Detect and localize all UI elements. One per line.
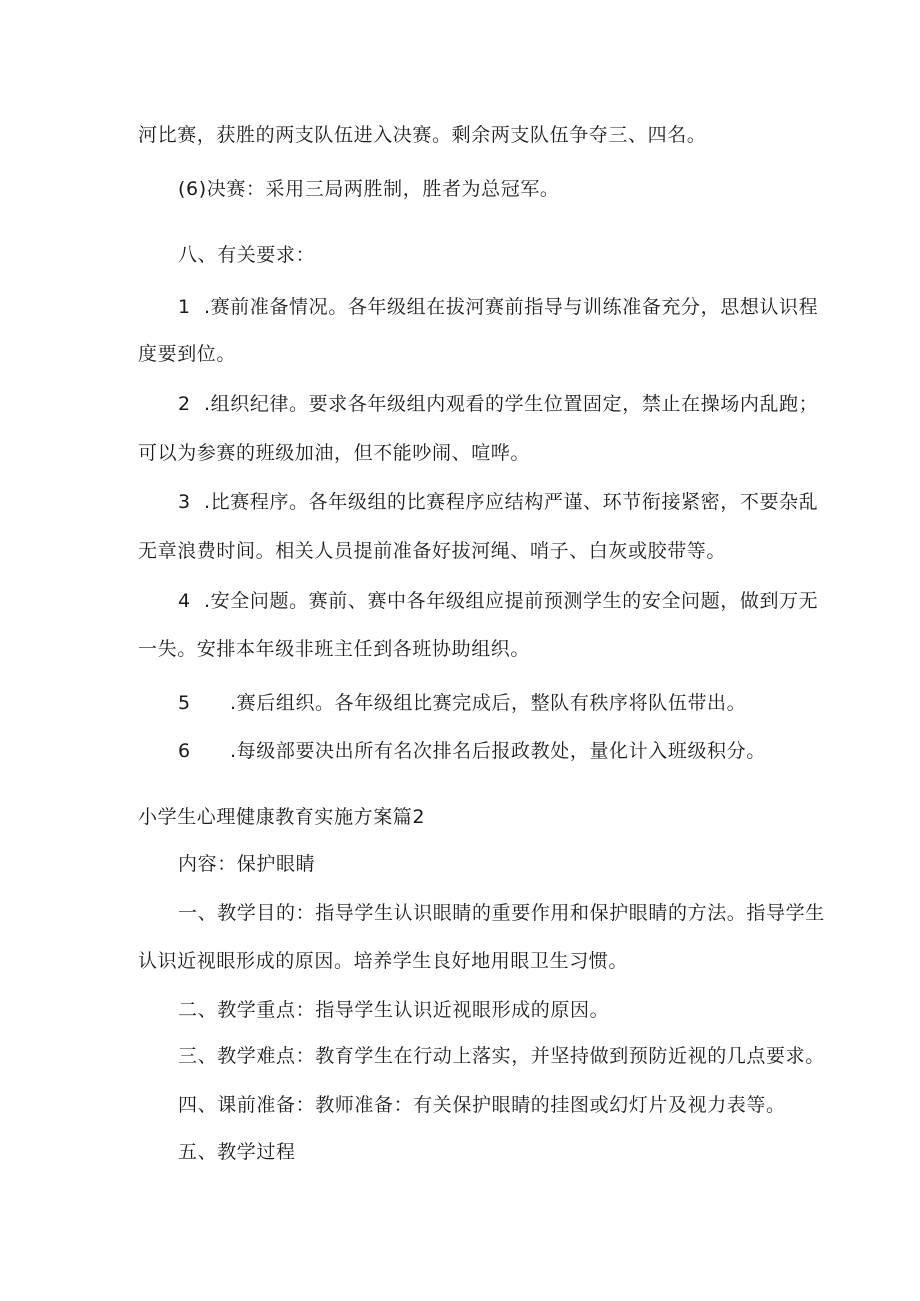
list-item-text: .比赛程序。各年级组的比赛程序应结构严谨、环节衔接紧密，不要杂乱: [204, 491, 819, 513]
list-item-number: 6: [178, 740, 191, 762]
paragraph-line: 一、教学目的：指导学生认识眼睛的重要作用和保护眼睛的方法。指导学生: [178, 902, 825, 924]
paragraph-line: 一失。安排本年级非班主任到各班协助组织。: [138, 638, 531, 660]
section-heading: 八、有关要求：: [178, 244, 316, 266]
list-item-number: 5: [178, 692, 191, 714]
list-item: [178, 691, 746, 715]
list-item-text: .每级部要决出所有名次排名后报政教处，量化计入班级积分。: [230, 740, 766, 762]
paragraph-line: 度要到位。: [138, 343, 237, 365]
list-item-text: .赛前准备情况。各年级组在拔河赛前指导与训练准备充分，思想认识程: [204, 296, 819, 318]
paragraph-line: 四、课前准备：教师准备：有关保护眼睛的挂图或幻灯片及视力表等。: [178, 1094, 786, 1116]
list-item-text: .组织纪律。要求各年级组内观看的学生位置固定，禁止在操场内乱跑；: [204, 393, 819, 415]
list-item: [178, 295, 818, 319]
section-title: 小学生心理健康教育实施方案篇2: [138, 806, 426, 828]
list-item-number: 1: [178, 296, 191, 318]
list-item-number: 4: [178, 590, 191, 612]
list-item: [178, 490, 818, 514]
list-item-number: 3: [178, 491, 191, 513]
paragraph-line: 河比赛，获胜的两支队伍进入决赛。剩余两支队伍争夺三、四名。: [138, 124, 707, 146]
paragraph-line: 内容：保护眼睛: [178, 853, 316, 875]
list-item-text: .赛后组织。各年级组比赛完成后，整队有秩序将队伍带出。: [230, 692, 747, 714]
list-item: [178, 739, 766, 763]
paragraph-line: 认识近视眼形成的原因。培养学生良好地用眼卫生习惯。: [138, 950, 629, 972]
paragraph-line: 无章浪费时间。相关人员提前准备好拔河绳、哨子、白灰或胶带等。: [138, 540, 727, 562]
paragraph-line: (6)决赛：采用三局两胜制，胜者为总冠军。: [178, 178, 560, 200]
list-item: [178, 589, 818, 613]
paragraph-line: 二、教学重点：指导学生认识近视眼形成的原因。: [178, 999, 610, 1021]
paragraph-line: 三、教学难点：教育学生在行动上落实，并坚持做到预防近视的几点要求。: [178, 1045, 825, 1067]
list-item-number: 2: [178, 393, 191, 415]
paragraph-line: 五、教学过程: [178, 1141, 296, 1163]
list-item: [178, 392, 818, 416]
list-item-text: .安全问题。赛前、赛中各年级组应提前预测学生的安全问题，做到万无: [204, 590, 819, 612]
paragraph-line: 可以为参赛的班级加油，但不能吵闹、喧哗。: [138, 442, 531, 464]
